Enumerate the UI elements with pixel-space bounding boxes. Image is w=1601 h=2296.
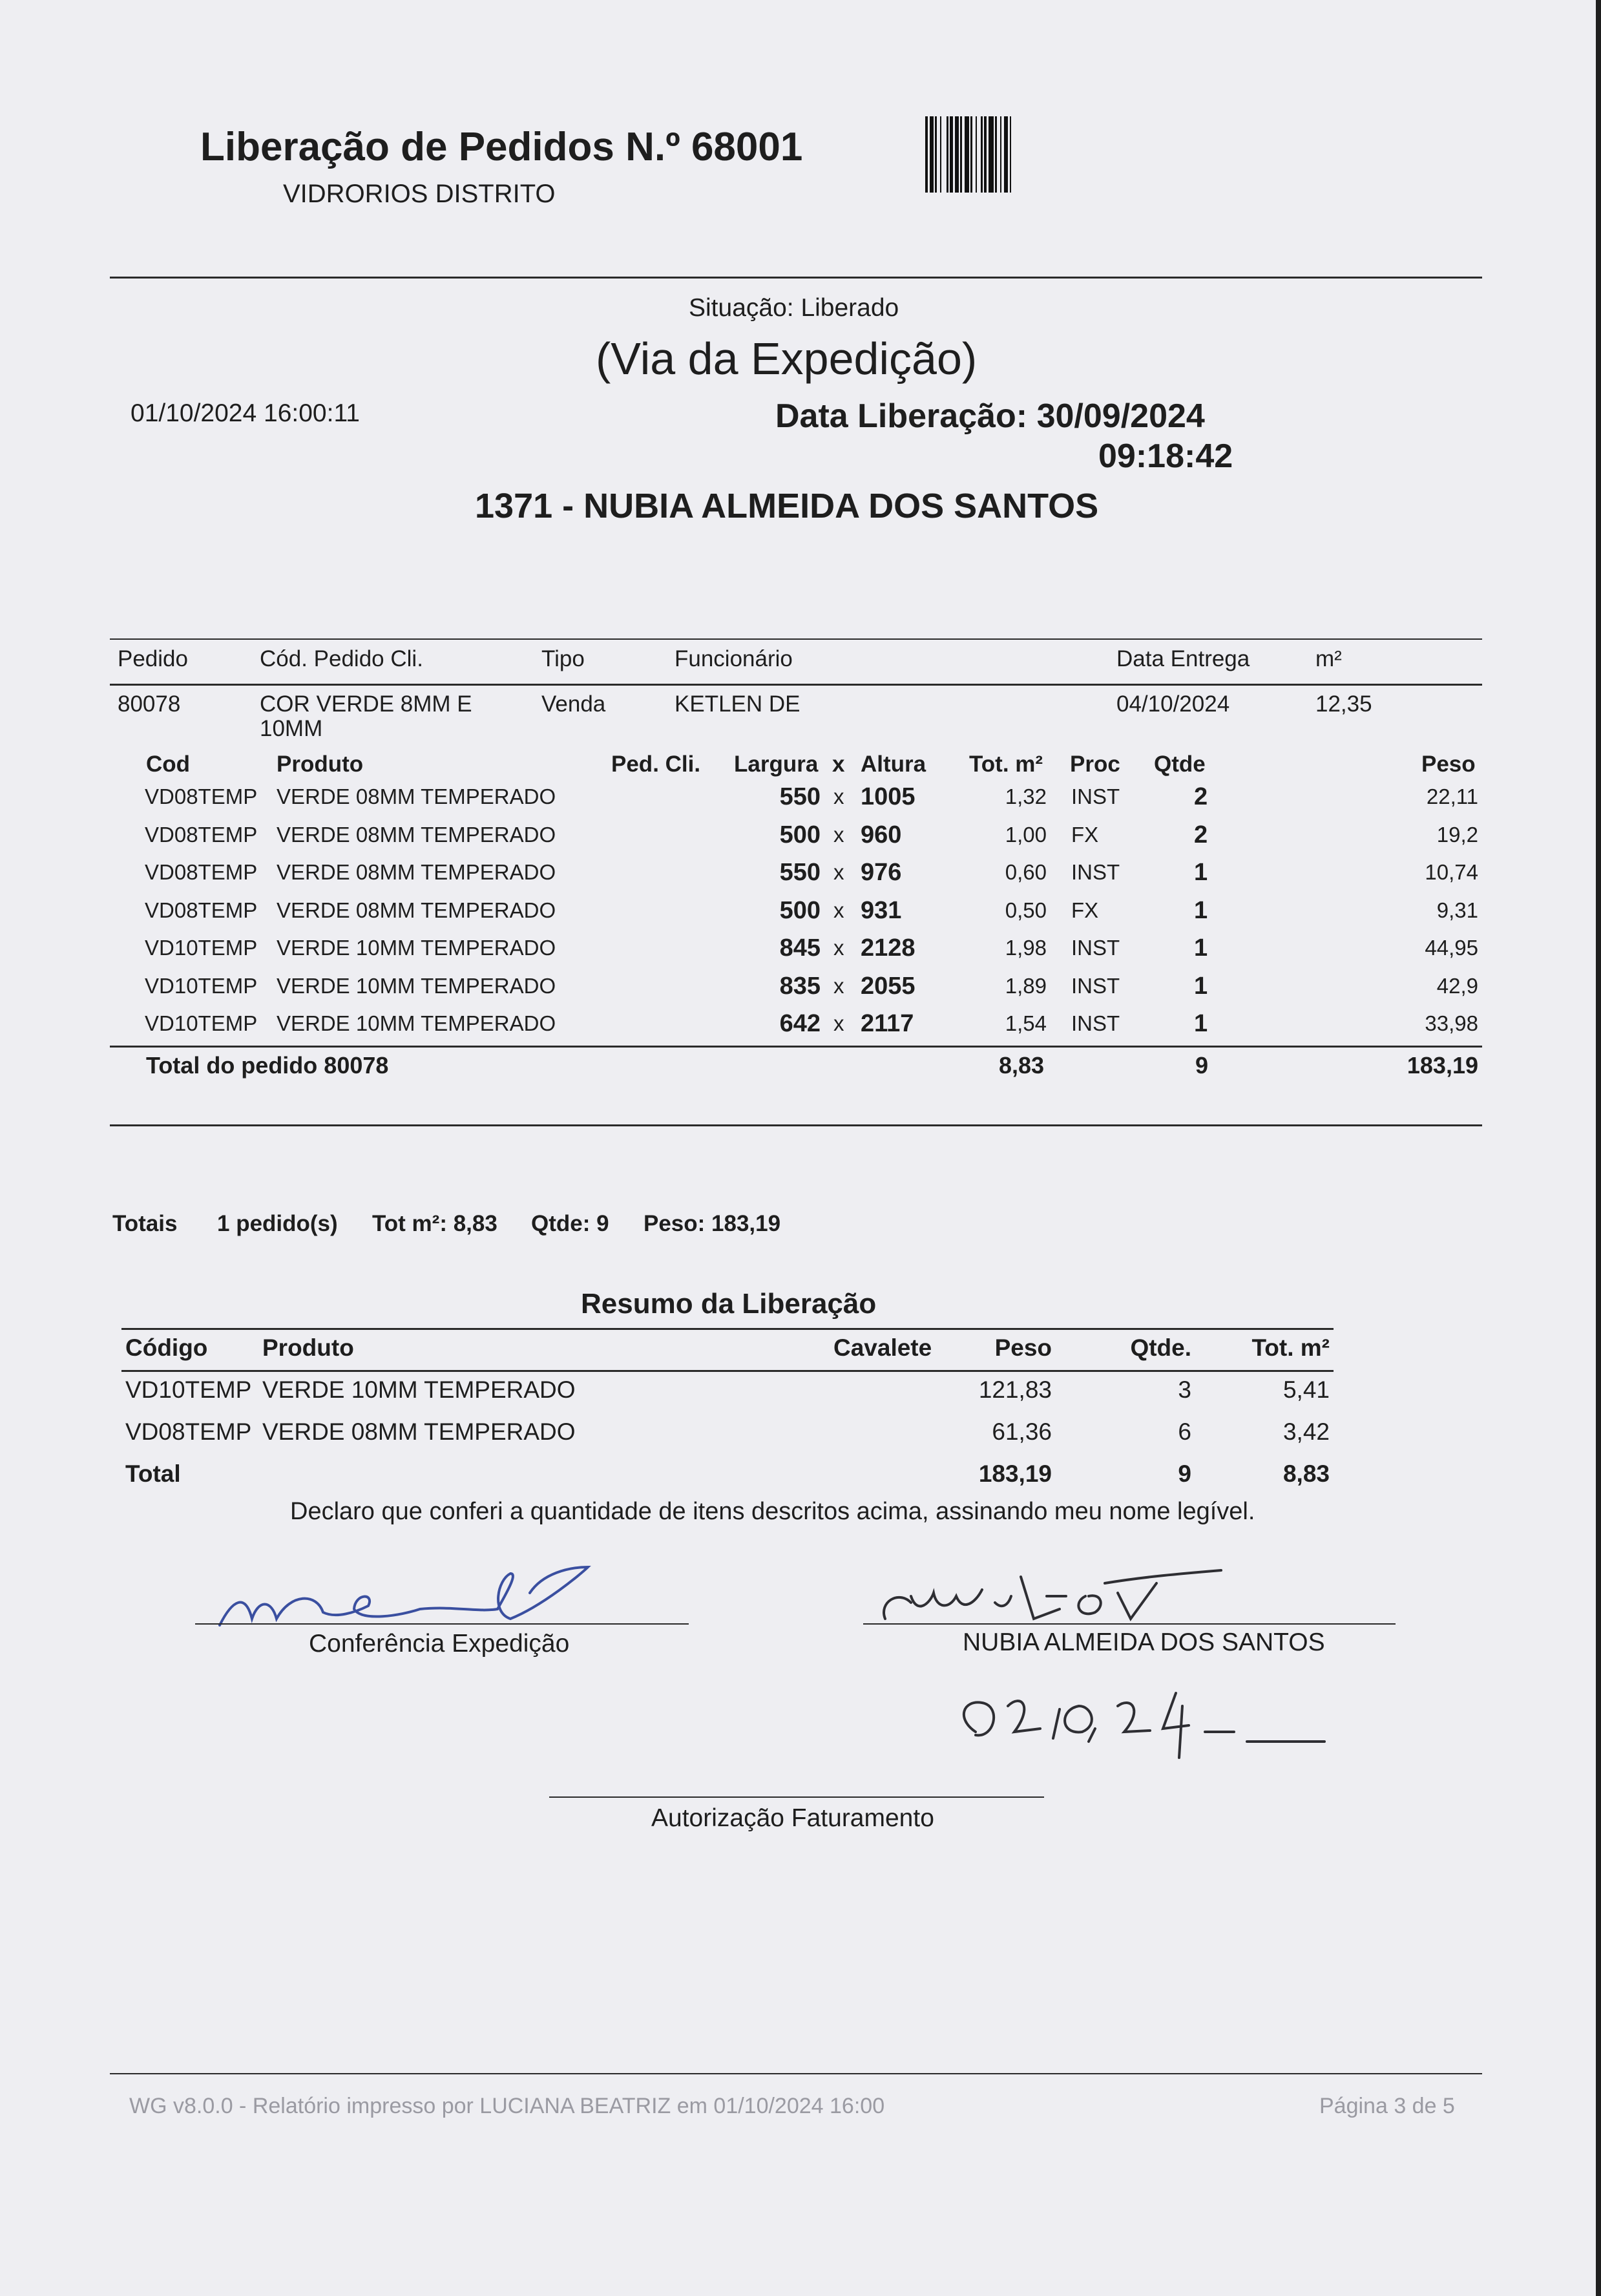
item-proc: INST	[1071, 973, 1120, 998]
summary-col-cavalete: Cavalete	[833, 1334, 932, 1361]
item-proc: INST	[1071, 860, 1120, 884]
item-qtde: 2	[1194, 783, 1208, 810]
item-produto: VERDE 08MM TEMPERADO	[277, 822, 556, 847]
item-x: x	[833, 1011, 844, 1035]
item-produto: VERDE 08MM TEMPERADO	[277, 860, 556, 884]
order-table-top-rule	[110, 638, 1482, 640]
order-table-header-rule	[110, 684, 1482, 686]
customer-signature-line	[863, 1623, 1396, 1625]
summary-peso: 61,36	[992, 1418, 1052, 1445]
summary-title: Resumo da Liberação	[581, 1288, 877, 1320]
status-text: Situação: Liberado	[689, 294, 899, 322]
item-x: x	[833, 785, 844, 808]
item-altura: 976	[861, 859, 902, 886]
barcode	[925, 116, 1166, 193]
col-m2: m²	[1315, 646, 1342, 671]
item-tot-m2: 1,00	[1005, 822, 1047, 847]
item-x: x	[833, 822, 844, 847]
summary-total-qtde: 9	[1178, 1460, 1191, 1487]
item-x: x	[833, 973, 844, 998]
autorizacao-signature-line	[549, 1796, 1044, 1798]
item-x: x	[833, 936, 844, 960]
summary-col-qtde: Qtde.	[1130, 1334, 1191, 1361]
company-name: VIDRORIOS DISTRITO	[283, 180, 556, 208]
item-qtde: 1	[1194, 896, 1208, 924]
conferencia-signature-line	[195, 1623, 689, 1625]
items-total-qtde: 9	[1195, 1052, 1209, 1079]
footer-report-info: WG v8.0.0 - Relatório impresso por LUCIANA BEATRIZ em 01/10/2024 16:00	[129, 2094, 885, 2118]
document-title: Liberação de Pedidos N.º 68001	[200, 125, 803, 169]
col-tipo: Tipo	[541, 646, 585, 671]
item-cod: VD10TEMP	[145, 973, 258, 998]
item-proc: INST	[1071, 1011, 1120, 1035]
totals-qtde: Qtde: 9	[531, 1211, 609, 1236]
items-total-rule	[110, 1046, 1482, 1048]
item-peso: 19,2	[1436, 822, 1478, 847]
summary-qtde: 6	[1178, 1418, 1191, 1445]
items-col-produto: Produto	[277, 752, 364, 777]
items-col-cod: Cod	[146, 752, 191, 777]
col-data-entrega: Data Entrega	[1116, 646, 1250, 671]
item-tot-m2: 1,98	[1005, 936, 1047, 960]
items-col-ped-cli: Ped. Cli.	[611, 752, 701, 777]
summary-tot-m2: 5,41	[1282, 1376, 1330, 1403]
conferencia-signature	[207, 1548, 607, 1638]
summary-produto: VERDE 10MM TEMPERADO	[262, 1376, 576, 1403]
barcode-bar	[1011, 116, 1014, 193]
order-cod-pedido-cli-1: COR VERDE 8MM E	[260, 691, 472, 717]
item-altura: 2128	[861, 934, 916, 962]
summary-peso: 121,83	[978, 1376, 1052, 1403]
footer-rule	[110, 2073, 1482, 2074]
items-col-qtde: Qtde	[1154, 752, 1206, 777]
footer-page-number: Página 3 de 5	[1319, 2094, 1455, 2118]
items-col-peso: Peso	[1421, 752, 1476, 777]
barcode-bar	[965, 116, 969, 193]
item-tot-m2: 0,60	[1005, 860, 1047, 884]
customer-name: 1371 - NUBIA ALMEIDA DOS SANTOS	[475, 487, 1099, 525]
summary-total-peso: 183,19	[978, 1460, 1052, 1487]
order-funcionario: KETLEN DE	[675, 691, 800, 717]
order-tipo: Venda	[541, 691, 606, 717]
col-funcionario: Funcionário	[675, 646, 793, 671]
item-proc: INST	[1071, 936, 1120, 960]
summary-total-label: Total	[125, 1460, 181, 1487]
release-date: Data Liberação: 30/09/2024	[775, 397, 1205, 435]
print-datetime: 01/10/2024 16:00:11	[131, 399, 360, 427]
item-largura: 835	[779, 972, 821, 1000]
item-peso: 33,98	[1425, 1011, 1478, 1035]
item-cod: VD08TEMP	[145, 860, 258, 884]
item-tot-m2: 1,89	[1005, 973, 1047, 998]
item-peso: 9,31	[1436, 898, 1478, 922]
item-cod: VD08TEMP	[145, 898, 258, 922]
item-produto: VERDE 10MM TEMPERADO	[277, 973, 556, 998]
conferencia-label: Conferência Expedição	[309, 1630, 570, 1658]
item-peso: 42,9	[1436, 973, 1478, 998]
summary-total-m2: 8,83	[1282, 1460, 1330, 1487]
item-largura: 550	[779, 859, 821, 886]
items-col-proc: Proc	[1070, 752, 1120, 777]
summary-qtde: 3	[1178, 1376, 1191, 1403]
item-produto: VERDE 08MM TEMPERADO	[277, 785, 556, 808]
item-cod: VD08TEMP	[145, 785, 258, 808]
summary-header-rule	[121, 1370, 1334, 1372]
item-proc: FX	[1071, 822, 1099, 847]
summary-col-produto: Produto	[262, 1334, 354, 1361]
col-pedido: Pedido	[118, 646, 188, 671]
item-proc: INST	[1071, 785, 1120, 808]
summary-col-peso: Peso	[994, 1334, 1052, 1361]
items-total-m2: 8,83	[999, 1052, 1045, 1079]
item-tot-m2: 1,32	[1005, 785, 1047, 808]
item-produto: VERDE 10MM TEMPERADO	[277, 1011, 556, 1035]
item-largura: 845	[779, 934, 821, 962]
item-tot-m2: 1,54	[1005, 1011, 1047, 1035]
barcode-bar	[989, 116, 994, 193]
declaration-text: Declaro que conferi a quantidade de itens descritos acima, assinando meu nome legível.	[290, 1498, 1255, 1525]
items-col-largura: Largura	[734, 752, 819, 777]
copy-type: (Via da Expedição)	[596, 333, 978, 384]
item-tot-m2: 0,50	[1005, 898, 1047, 922]
items-col-altura: Altura	[861, 752, 926, 777]
items-total-peso: 183,19	[1407, 1052, 1478, 1079]
item-qtde: 1	[1194, 1010, 1208, 1037]
totals-pedidos: 1 pedido(s)	[217, 1211, 338, 1236]
item-cod: VD10TEMP	[145, 936, 258, 960]
summary-col-tot-m2: Tot. m²	[1251, 1334, 1330, 1361]
item-qtde: 2	[1194, 821, 1208, 848]
item-altura: 2117	[861, 1010, 914, 1037]
items-col-tot-m2: Tot. m²	[969, 752, 1043, 777]
summary-top-rule	[121, 1328, 1334, 1330]
summary-codigo: VD10TEMP	[125, 1376, 252, 1403]
summary-col-codigo: Código	[125, 1334, 208, 1361]
order-pedido: 80078	[118, 691, 181, 717]
handwritten-date	[950, 1680, 1337, 1771]
item-largura: 500	[779, 896, 821, 924]
col-cod-pedido-cli: Cód. Pedido Cli.	[260, 646, 423, 671]
item-produto: VERDE 10MM TEMPERADO	[277, 936, 556, 960]
item-peso: 22,11	[1426, 785, 1478, 808]
item-altura: 2055	[861, 972, 916, 1000]
summary-produto: VERDE 08MM TEMPERADO	[262, 1418, 576, 1445]
item-altura: 960	[861, 821, 902, 848]
item-peso: 10,74	[1425, 860, 1478, 884]
item-produto: VERDE 08MM TEMPERADO	[277, 898, 556, 922]
items-col-x: x	[832, 752, 845, 777]
customer-signature-label: NUBIA ALMEIDA DOS SANTOS	[963, 1628, 1325, 1656]
item-largura: 642	[779, 1010, 821, 1037]
items-table-bottom-rule	[110, 1124, 1482, 1126]
header-divider	[110, 277, 1482, 279]
barcode-bar	[941, 116, 947, 193]
order-m2: 12,35	[1315, 691, 1372, 717]
summary-tot-m2: 3,42	[1282, 1418, 1330, 1445]
item-x: x	[833, 860, 844, 884]
item-altura: 931	[861, 896, 902, 924]
order-cod-pedido-cli-2: 10MM	[260, 716, 323, 741]
summary-codigo: VD08TEMP	[125, 1418, 252, 1445]
item-x: x	[833, 898, 844, 922]
totals-peso: Peso: 183,19	[644, 1211, 781, 1236]
item-largura: 500	[779, 821, 821, 848]
totals-label: Totais	[112, 1211, 178, 1236]
totals-m2: Tot m²: 8,83	[372, 1211, 497, 1236]
order-data-entrega: 04/10/2024	[1116, 691, 1230, 717]
items-total-label: Total do pedido 80078	[146, 1052, 389, 1079]
item-altura: 1005	[861, 783, 916, 810]
item-cod: VD08TEMP	[145, 822, 258, 847]
item-cod: VD10TEMP	[145, 1011, 258, 1035]
item-proc: FX	[1071, 898, 1099, 922]
item-qtde: 1	[1194, 859, 1208, 886]
release-time: 09:18:42	[1098, 437, 1233, 475]
item-peso: 44,95	[1425, 936, 1478, 960]
item-largura: 550	[779, 783, 821, 810]
item-qtde: 1	[1194, 934, 1208, 962]
autorizacao-label: Autorização Faturamento	[651, 1804, 934, 1832]
item-qtde: 1	[1194, 972, 1208, 1000]
